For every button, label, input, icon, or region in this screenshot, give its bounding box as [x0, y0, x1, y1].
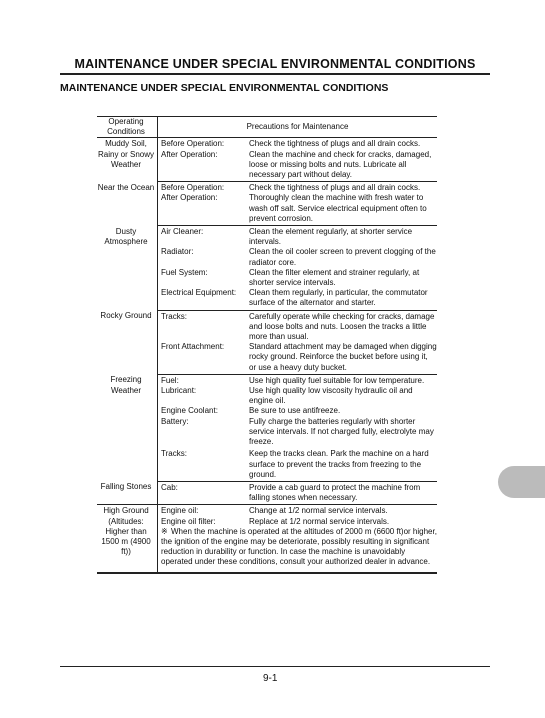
precaution-text: Be sure to use antifreeze. [249, 406, 341, 416]
precaution-text: Standard attachment may be damaged when digging rocky ground. Reinforce the bucket before using it, or use a heavy duty bucket. [249, 342, 437, 374]
chapter-tab-marker [498, 466, 545, 498]
precaution-text: Replace at 1/2 normal service intervals. [249, 516, 390, 526]
precaution-text: Use high quality fuel suitable for low temperature. [249, 375, 425, 385]
item-label: Before Operation: [161, 139, 225, 149]
item-label: Front Attachment: [158, 342, 250, 374]
item-label: Electrical Equipment: [158, 288, 250, 310]
precaution-text: Clean the oil cooler screen to prevent clogging of the radiator core. [249, 247, 436, 267]
item-label: Before Operation: [161, 183, 225, 193]
condition-cell: Rocky Ground [97, 310, 158, 374]
precaution-text: Check the tightness of plugs and all drain cocks. [249, 183, 421, 193]
condition-cell: Muddy Soil, Rainy or Snowy Weather [97, 138, 158, 182]
precaution-text: Use high quality low viscosity hydraulic oil and engine oil. [249, 386, 413, 406]
item-label: Cab: [158, 481, 250, 504]
condition-cell: Near the Ocean [97, 182, 158, 226]
item-label: Engine oil filter: [161, 516, 216, 526]
precaution-text: Clean the machine and check for cracks, damaged, loose or missing bolts and nuts. Lubricate all necessary part without delay. [249, 150, 437, 182]
col-header-conditions: Operating Conditions [97, 117, 158, 138]
footer-rule [60, 666, 490, 667]
item-label: Battery: [161, 416, 189, 426]
precaution-text: Thoroughly clean the machine with fresh water to wash off salt. Service electrical equipment often to prevent corrosion. [249, 193, 437, 225]
header-rule [60, 73, 490, 75]
section-title: MAINTENANCE UNDER SPECIAL ENVIRONMENTAL CONDITIONS [60, 82, 389, 94]
item-label: Fuel System: [161, 267, 208, 277]
item-label: After Operation: [158, 150, 250, 182]
item-label: Tracks: [161, 311, 187, 321]
precaution-text: Fully charge the batteries regularly with shorter service intervals. If not charged fully, electrolyte may freeze. [249, 416, 434, 447]
altitude-note [158, 527, 438, 573]
precaution-text: Change at 1/2 normal service intervals. [249, 506, 388, 516]
precaution-text: Clean the filter element and strainer regularly, at shorter service intervals. [249, 267, 420, 288]
condition-cell: Freezing Weather [97, 374, 158, 481]
precaution-text: Check the tightness of plugs and all drain cocks. [249, 139, 421, 149]
item-label: Engine Coolant: [161, 406, 218, 416]
condition-cell: High Ground (Altitudes: Higher than 1500 m (4900 ft)) [97, 505, 158, 573]
precaution-text: Keep the tracks clean. Park the machine on a hard surface to prevent the tracks from freezing to the ground. [249, 447, 437, 481]
item-label: After Operation: [158, 193, 250, 225]
note-symbol: ※ [161, 526, 168, 536]
condition-cell: Falling Stones [97, 481, 158, 504]
item-label: Tracks: [158, 447, 250, 481]
item-label: Radiator: [161, 247, 194, 257]
precaution-text: Clean them regularly, in particular, the commutator surface of the alternator and starter. [249, 288, 437, 310]
col-header-precautions: Precautions for Maintenance [158, 117, 438, 138]
item-label: Lubricant: [161, 386, 197, 396]
precaution-text: Clean the element regularly, at shorter service intervals. [249, 227, 413, 247]
page-number: 9-1 [263, 673, 278, 684]
item-label: Air Cleaner: [161, 227, 204, 237]
condition-cell: Dusty Atmosphere [97, 226, 158, 311]
note-text: When the machine is operated at the altitudes of 2000 m (6600 ft)or higher, the ignition of the engine may be deteriorate, possibly resulting in significant reduction in durability or function. In case the machine is unavoidably operated under these conditions, consult your authorized dealer in advance. [161, 526, 437, 567]
item-label: Engine oil: [161, 506, 199, 516]
precaution-text: Provide a cab guard to protect the machine from falling stones when necessary. [249, 481, 437, 504]
maintenance-table [97, 116, 437, 574]
page-header-title: MAINTENANCE UNDER SPECIAL ENVIRONMENTAL CONDITIONS [74, 57, 476, 71]
precaution-text: Carefully operate while checking for cracks, damage and loose bolts and nuts. Loosen the tracks a little more than usual. [249, 311, 435, 342]
item-label: Fuel: [161, 375, 179, 385]
